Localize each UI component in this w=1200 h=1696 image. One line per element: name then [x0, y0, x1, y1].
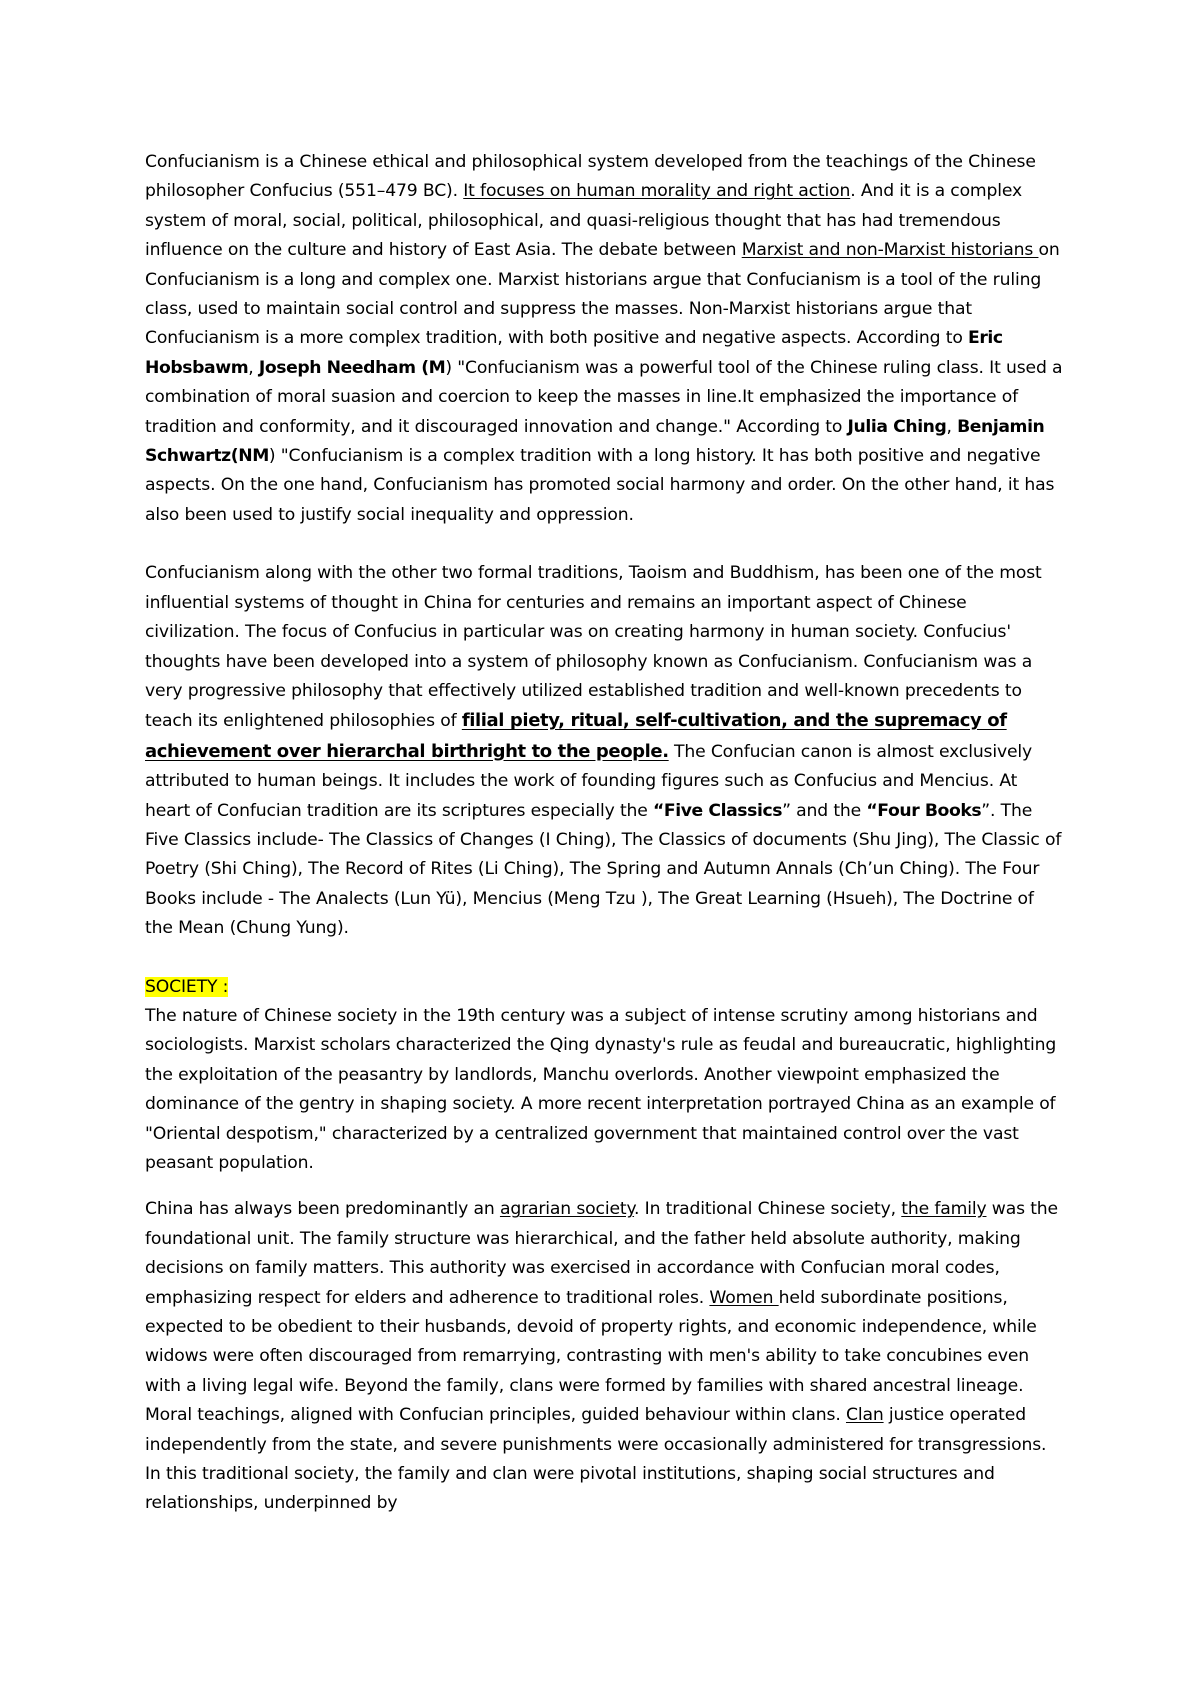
paragraph-spacer — [145, 530, 1065, 559]
bold-title: “Five Classics — [653, 800, 783, 821]
text-segment: Confucianism is a Chinese ethical and philosophical system developed from the teachings of the Chinese philosopher Confucius (551–479 BC). — [145, 152, 1036, 202]
bold-name: Benjamin Schwartz(NM — [145, 416, 1045, 467]
text-segment: Confucianism along with the other two formal traditions, Taoism and Buddhism, has been one of the most influential systems of thought in China for centuries and remains an important aspect of Chinese civilization. The focus of Confucius in particular was on creating harmony in human society. Confucius' thoughts have been developed into a system of philosophy known as Confucianism. Confucianism was a very progressive philosophy that effectively utilized established tradition and well-known precedents to teach its enlightened philosophies of — [145, 563, 1042, 732]
text-segment: on Confucianism is a long and complex one. Marxist historians argue that Confucianism is a tool of the ruling class, used to maintain social control and suppress the masses. Non-Marxist historians argue that Confucianism is a more complex tradition, with both positive and negative aspects. According to — [145, 240, 1060, 349]
underlined-phrase: Marxist and non-Marxist historians — [741, 240, 1039, 261]
text-segment: , — [946, 416, 958, 437]
section-heading-society — [145, 973, 1065, 1002]
text-segment: justice operated independently from the state, and severe punishments were occasionally administered for transgressions. In this traditional society, the family and clan were pivotal institutions, shaping social structures and relationships, underpinned by — [145, 1405, 1047, 1514]
text-segment: ”. The Five Classics include- The Classics of Changes (I Ching), The Classics of documents (Shu Jing), The Classic of Poetry (Shi Ching), The Record of Rites (Li Ching), The Spring and Autumn Annals (Ch’un Ching). The Four Books include - The Analects (Lun Yü), Mencius (Meng Tzu ), The Great Learning (Hsueh), The Doctrine of the Mean (Chung Yung). — [145, 800, 1062, 939]
paragraph-agrarian-society — [145, 1195, 1065, 1518]
bold-name: Joseph Needham (M — [258, 357, 446, 378]
underlined-phrase: agrarian society — [499, 1199, 635, 1220]
text-segment: ) "Confucianism is a complex tradition with a long history. It has both positive and negative aspects. On the one hand, Confucianism has promoted social harmony and order. On the other hand, it has also been used to justify social inequality and oppression. — [145, 446, 1055, 525]
paragraph-spacer — [145, 944, 1065, 973]
text-segment: ” and the — [782, 800, 867, 821]
text-segment: ) "Confucianism was a powerful tool of the Chinese ruling class. It used a combination of moral suasion and coercion to keep the masses in line.It emphasized the importance of tradition and conformity, and it discouraged innovation and change." According to — [145, 357, 1063, 437]
text-segment: , — [248, 357, 259, 378]
bold-name: Eric Hobsbawm — [145, 328, 1003, 378]
text-segment: China has always been predominantly an — [145, 1199, 500, 1220]
bold-title: “Four Books — [866, 800, 982, 821]
underlined-phrase: Clan — [845, 1405, 884, 1426]
text-segment: was the foundational unit. The family structure was hierarchical, and the father held absolute authority, making decisions on family matters. This authority was exercised in accordance with Confucian moral codes, emphasizing respect for elders and adherence to traditional roles. — [145, 1199, 1058, 1308]
text-segment: . In traditional Chinese society, — [634, 1199, 902, 1220]
bold-underlined-phrase: filial piety, ritual, self-cultivation, and the supremacy of achievement over hierarchal birthright to the people. — [145, 710, 1007, 762]
text-segment: . And it is a complex system of moral, social, political, philosophical, and quasi-religious thought that has had tremendous influence on the culture and history of East Asia. The debate between — [145, 181, 1023, 261]
paragraph-confucian-traditions — [145, 559, 1065, 943]
paragraph-spacer — [145, 1178, 1065, 1195]
text-segment: The Confucian canon is almost exclusively attributed to human beings. It includes the work of founding figures such as Confucius and Mencius. At heart of Confucian tradition are its scriptures especially the — [145, 741, 1033, 821]
underlined-phrase: It focuses on human morality and right action — [463, 181, 851, 202]
bold-name: Julia Ching — [847, 416, 947, 437]
text-segment: held subordinate positions, expected to be obedient to their husbands, devoid of property rights, and economic independence, while widows were often discouraged from remarrying, contrasting with men's ability to take concubines even with a living legal wife. Beyond the family, clans were formed by families with shared ancestral lineage. Moral teachings, aligned with Confucian principles, guided behaviour within clans. — [145, 1287, 1037, 1426]
highlighted-heading: SOCIETY : — [145, 976, 229, 997]
underlined-phrase: the family — [901, 1199, 987, 1220]
underlined-phrase: Women — [709, 1287, 779, 1308]
paragraph-society-19th-century: The nature of Chinese society in the 19th century was a subject of intense scrutiny among historians and sociologists. Marxist scholars characterized the Qing dynasty's rule as feudal and bureaucratic, highlighting the exploitation of the peasantry by landlords, Manchu overlords. Another viewpoint emphasized the dominance of the gentry in shaping society. A more recent interpretation portrayed China as an example of "Oriental despotism," characterized by a centralized government that maintained control over the vast peasant population. — [145, 1005, 1057, 1173]
paragraph-confucianism-intro — [145, 148, 1065, 530]
